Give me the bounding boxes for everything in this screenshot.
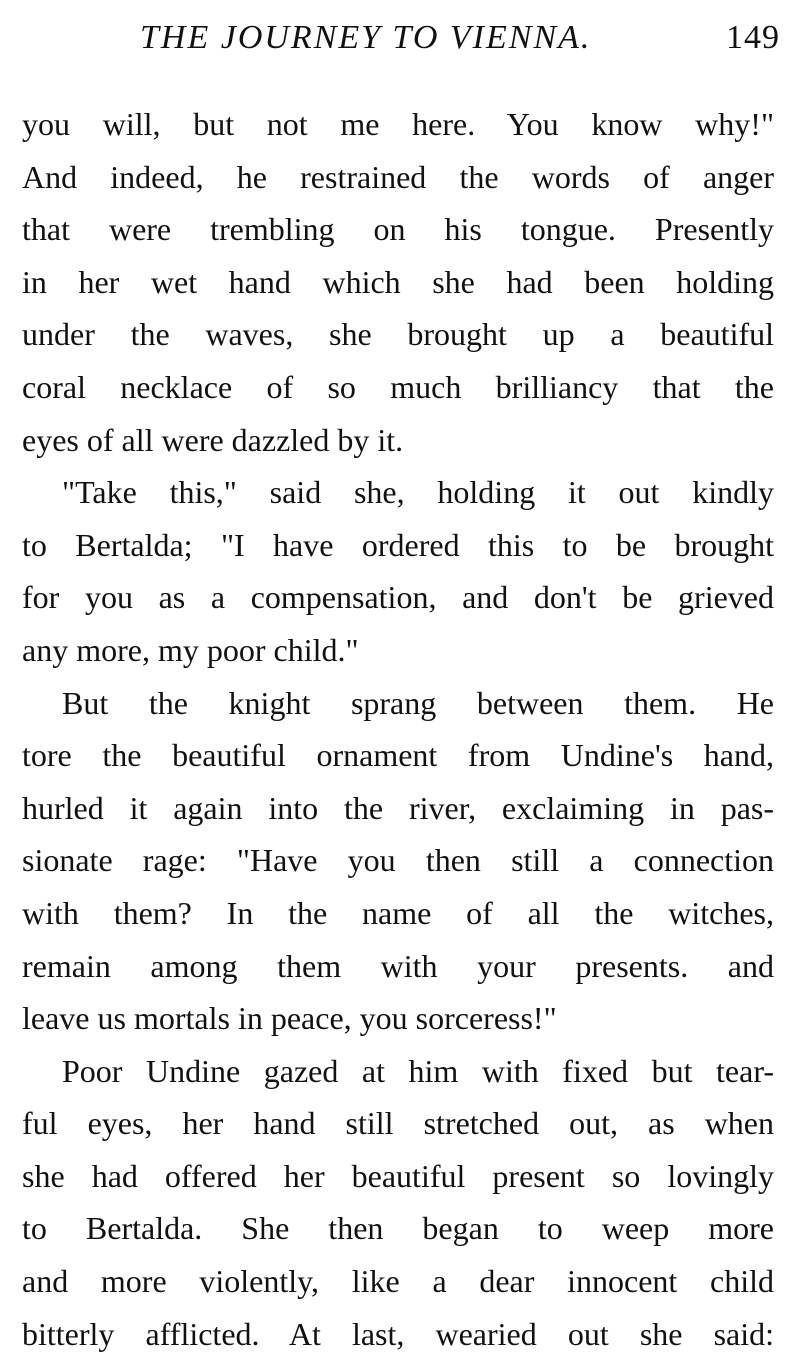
running-head [140,14,780,62]
text-line: tore the beautiful ornament from Undine's hand, [22,737,774,774]
text-line: any more, my poor child." [22,631,359,668]
text-line: you will, but not me here. You know why!" [22,106,774,142]
body-text [22,98,774,1360]
text-line: eyes of all were dazzled by it. [22,421,404,458]
text-line: to Bertalda; "I have ordered this to be brought [22,526,774,563]
text-line: with them? In the name of all the witches, [22,894,774,931]
text-line: she had offered her beautiful present so lovingly [22,1157,774,1194]
running-title: THE JOURNEY TO VIENNA. [140,19,592,56]
text-line: And indeed, he restrained the words of anger [22,158,774,195]
text-line: sionate rage: "Have you then still a connection [22,842,774,879]
text-line: Poor Undine gazed at him with fixed but tear- [62,1052,774,1089]
text-line: in her wet hand which she had been holding [22,263,774,300]
text-line: bitterly afflicted. At last, wearied out she said: [22,1315,774,1352]
text-line: ful eyes, her hand still stretched out, as when [22,1105,774,1142]
text-line: remain among them with your presents. and [22,947,774,984]
text-line: to Bertalda. She then began to weep more [22,1210,774,1247]
text-line: for you as a compensation, and don't be grieved [22,579,774,616]
text-line: and more violently, like a dear innocent child [22,1263,774,1300]
text-line: under the waves, she brought up a beautiful [22,316,774,353]
text-line: "Take this," said she, holding it out kindly [62,474,774,511]
page-number: 149 [726,19,780,56]
text-line: coral necklace of so much brilliancy that the [22,368,774,405]
text-line: that were trembling on his tongue. Presently [22,211,774,248]
text-line: leave us mortals in peace, you sorceress!" [22,1000,557,1037]
text-line: hurled it again into the river, exclaiming in pas- [22,789,774,826]
text-line: But the knight sprang between them. He [62,684,774,721]
